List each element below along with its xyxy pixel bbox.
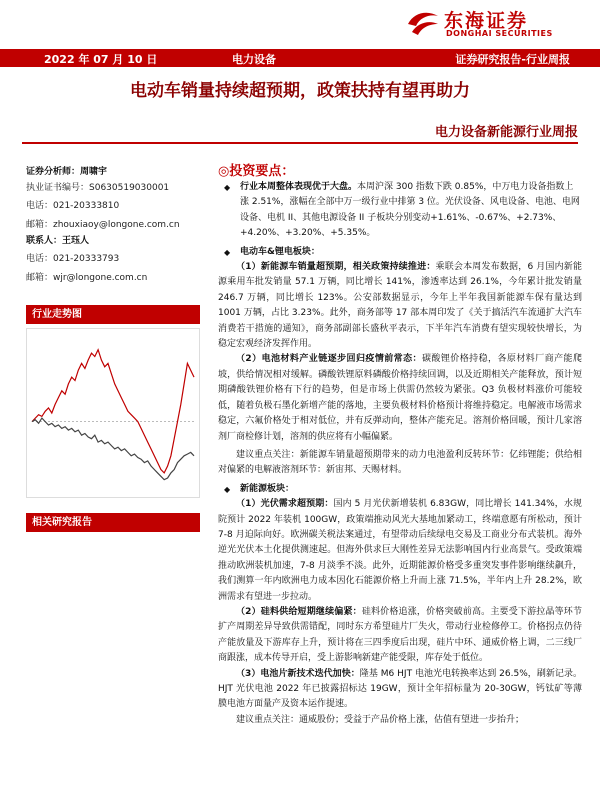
para-silicon	[218, 605, 582, 667]
header-divider	[22, 142, 578, 144]
report-subtitle: 电力设备新能源行业周报	[434, 125, 578, 140]
para-battery-materials	[218, 352, 582, 444]
para-cell-head: （3）电池片新技术迭代加快：	[236, 668, 360, 679]
analyst-info	[26, 164, 206, 286]
para-silicon-text: 硅料价格追涨，价格突破前高。主要受下游拉晶等环节扩产周期差异导致供需错配，同时东方希望硅片厂失火，带动行业检修停工。价格拐点仍待产能放量及下游库存上升，预计将在三四季度后出现，硅片中环、通威价格上调，二三线厂商跟涨，成本传导开启，受上游影响新建产能受限，库存处于低位。	[218, 606, 582, 664]
logo-mark-icon	[406, 8, 440, 38]
trend-chart	[26, 328, 200, 498]
trend-chart-title: 行业走势图	[26, 305, 200, 324]
contact-label: 联系人：	[26, 236, 63, 246]
bullet-market-text: 本周沪深 300 指数下跌 0.85%，中万电力设备指数上涨 2.51%，涨幅在全部中万一级行业中排第 3 位。光伏设备、风电设备、电池、电网设备、电机 II、其他电源设备 II 子板块分别变动+1.61%、-0.67%、+2.73%、+4.20%、+3.20%、+5.35%。	[240, 182, 580, 239]
bullet-ev: ◆ 电动车&锂电板块：	[218, 245, 582, 260]
brand-logo	[406, 6, 586, 42]
report-sector: 电力设备	[232, 53, 276, 66]
report-date: 2022 年 07 月 10 日	[44, 53, 158, 66]
para-pv-head: （1）光伏需求超预期：	[236, 499, 334, 510]
chart-series-1	[32, 350, 194, 473]
para-pv-text: 国内 5 月光伏新增装机 6.83GW，同比增长 141.34%，水规院预计 2022 年装机 100GW，政策端推动风光大基地加紧动工，终端意愿有所松动，预计 7-8 月迫际向好。欧洲碳关税法案通过，有望带动后续绿电交易及工商业分布式装机。海外逆光光伏本土化提供测速起。但海外供求巨大刚性差异无法影响国内行业高景气。受政策端推动欧洲装机加速，7-8 月淡季不淡。此外，近期能源价格受多重突发事件影响继续飙升，我们测算一年内欧洲电力成本因化石能源价格上升而上涨 71.5%，半年内上升 28.2%，欧洲需求有望进一步拉动。	[218, 499, 582, 602]
section-title: ◎投资要点：	[218, 164, 295, 179]
para-battery-head: （2）电池材料产业链逐步回归疫情前常态：	[236, 354, 422, 365]
brand-name-en: DONGHAI SECURITIES	[446, 29, 553, 38]
contact-line	[26, 233, 206, 249]
analyst-email[interactable]: 邮箱：zhouxiaoy@longone.com.cn	[26, 220, 180, 230]
contact-name: 王珏人	[62, 236, 90, 246]
main-body	[218, 180, 582, 728]
header-bar	[0, 49, 600, 67]
brand-name-cn: 东海证券	[444, 10, 529, 32]
analyst-line	[26, 164, 206, 180]
para-battery-text: 碳酸锂价格持稳，各原材料厂商产能爬坡，供给情况相对缓解。磷酸铁锂原料磷酸价格持续回调，以及近期相关产能释放，预计短期磷酸铁锂价格有下行的趋势，但是市场上供需仍然较为紧张。Q3 负极材料涨价可能较低，随着负极石墨化新增产能的落地，主要负极材料价格预计将维持稳定。电解液市场需求稳定，六氟价格处于相对低位，并有反弹动向，整体产能充足。溶剂价格回暖，预计几家溶剂厂商检修计划，溶剂的供应将有小幅偏紧。	[218, 354, 582, 442]
report-type: 证券研究报告-行业周报	[455, 53, 570, 66]
license-line: 执业证书编号：S0630519030001	[26, 183, 170, 193]
para-recommend-ev: 建议重点关注：新能源车销量超预期带来的动力电池盈利反转环节：亿纬锂能；供给相对偏紧的电解液溶剂环节：新宙邦、天赐材料。	[218, 449, 582, 476]
analyst-name: 周啸宇	[80, 167, 108, 177]
chart-series-2	[32, 418, 194, 480]
related-reports-title: 相关研究报告	[26, 513, 200, 532]
para-cell-text: 隆基 M6 HJT 电池光电转换率达到 26.5%，刷新记录。HJT 光伏电池 2022 年已披露招标达 19GW，预计全年招标量为 20-30GW，钙钛矿等薄膜电池方面量产及资本运作提速。	[218, 668, 582, 710]
bullet-market	[218, 180, 582, 242]
contact-phone: 电话：021-20333793	[26, 254, 120, 264]
analyst-label: 证券分析师：	[26, 167, 81, 177]
bullet-new-energy: ◆ 新能源板块：	[218, 482, 582, 497]
para-ev-sales-head: （1）新能源车销量超预期，相关政策持续推进：	[236, 262, 436, 273]
analyst-phone: 电话：021-20333810	[26, 201, 120, 211]
report-title: 电动车销量持续超预期，政策扶持有望再助力	[130, 81, 470, 101]
chart-frame	[27, 329, 200, 498]
para-ev-sales	[218, 260, 582, 352]
para-pv-demand	[218, 497, 582, 605]
bullet-market-head: 行业本周整体表现优于大盘。	[240, 182, 358, 192]
para-silicon-head: （2）硅料供给短期继续偏紧：	[236, 606, 362, 617]
para-ev-sales-text: 乘联会本周发布数据，6 月国内新能源乘用车批发销量 57.1 万辆，同比增长 141%，渗透率达到 26.1%，今年累计批发销量 246.7 万辆，同比增长 123%。公安部数据显示，今年上半年我国新能源车保有量达到 1001 万辆，占比 3.23%。此外，商务部等 17 部本周印发了《关于搞活汽车流通扩大汽车消费若干措施的通知》，商务部副部长盛秋平表示，下半年汽车消费有望实现较快增长，为稳定宏观经济发挥作用。	[218, 262, 582, 350]
para-cell-tech	[218, 667, 582, 713]
para-recommend-pv: 建议重点关注：通威股份；受益于产品价格上涨，估值有望进一步抬升；	[236, 714, 525, 725]
contact-email[interactable]: 邮箱：wjr@longone.com.cn	[26, 273, 148, 283]
